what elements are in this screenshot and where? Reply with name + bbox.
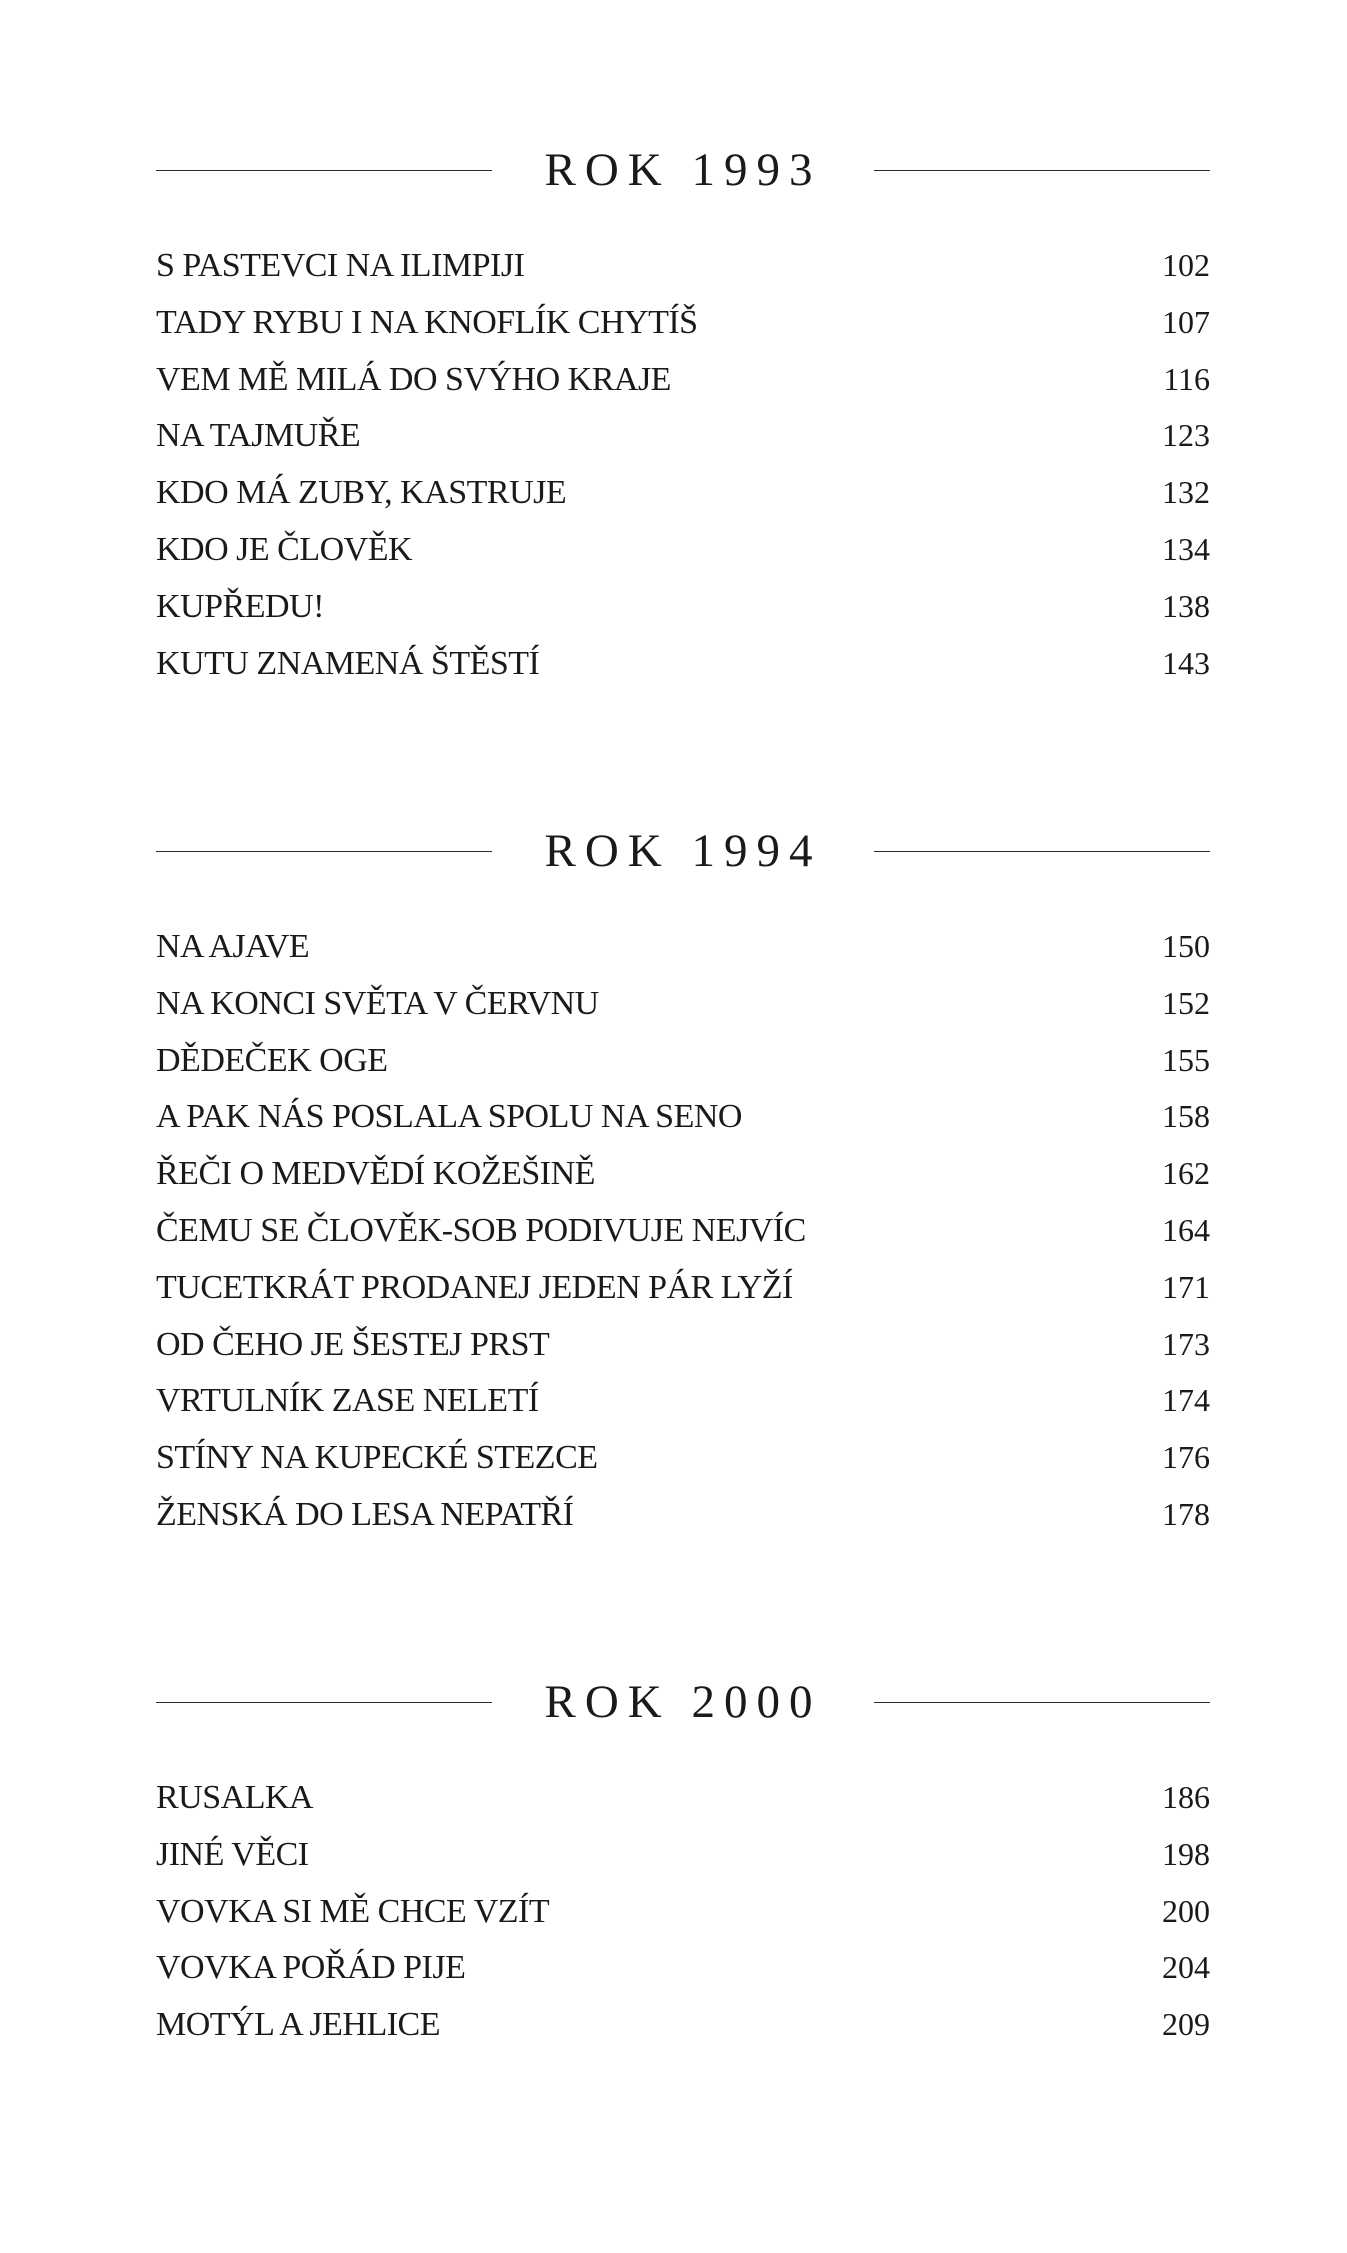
left-rule <box>156 851 492 852</box>
toc-entry <box>156 1769 1210 1826</box>
right-rule <box>874 170 1210 171</box>
toc-entry <box>156 1316 1210 1373</box>
entry-title: VOVKA POŘÁD PIJE <box>156 1949 466 1987</box>
toc-entry <box>156 1259 1210 1316</box>
entry-page-number: 102 <box>1162 247 1210 283</box>
right-rule <box>874 851 1210 852</box>
section-title: ROK 1994 <box>544 825 822 877</box>
entry-page-number: 171 <box>1162 1268 1210 1305</box>
entry-page-number: 209 <box>1162 2006 1210 2043</box>
entry-title: S PASTEVCI NA ILIMPIJI <box>156 247 525 284</box>
section-title: ROK 1993 <box>544 144 822 196</box>
entry-title: ČEMU SE ČLOVĚK-SOB PODIVUJE NEJVÍC <box>156 1211 806 1249</box>
entry-page-number: 164 <box>1162 1211 1210 1248</box>
entry-page-number: 155 <box>1162 1041 1210 1078</box>
toc-entry <box>156 237 1210 294</box>
toc-entry <box>156 1032 1210 1089</box>
entry-page-number: 123 <box>1162 417 1210 454</box>
entry-page-number: 198 <box>1162 1835 1210 1872</box>
toc-entry <box>156 918 1210 975</box>
toc-entry <box>156 578 1210 635</box>
entry-title: STÍNY NA KUPECKÉ STEZCE <box>156 1439 598 1477</box>
entry-page-number: 186 <box>1162 1779 1210 1815</box>
entry-title: KUTU ZNAMENÁ ŠTĚSTÍ <box>156 644 540 682</box>
entry-page-number: 138 <box>1162 587 1210 624</box>
entry-title: A PAK NÁS POSLALA SPOLU NA SENO <box>156 1098 742 1136</box>
toc-entry <box>156 521 1210 578</box>
section-header <box>156 130 1210 210</box>
entry-page-number: 134 <box>1162 530 1210 567</box>
toc-entry <box>156 1486 1210 1543</box>
entry-title: DĚDEČEK OGE <box>156 1041 388 1079</box>
toc-entry <box>156 1883 1210 1940</box>
entry-title: JINÉ VĚCI <box>156 1835 309 1873</box>
toc-entry <box>156 1202 1210 1259</box>
section-title: ROK 2000 <box>544 1676 822 1728</box>
entry-page-number: 178 <box>1162 1495 1210 1532</box>
toc-entry <box>156 464 1210 521</box>
entry-title: TADY RYBU I NA KNOFLÍK CHYTÍŠ <box>156 303 698 341</box>
entry-list <box>156 918 1210 1543</box>
entry-page-number: 107 <box>1162 303 1210 340</box>
left-rule <box>156 170 492 171</box>
entry-list <box>156 1769 1210 2053</box>
entry-page-number: 132 <box>1162 474 1210 511</box>
toc-entry <box>156 1429 1210 1486</box>
entry-page-number: 116 <box>1163 360 1210 397</box>
entry-title: KDO MÁ ZUBY, KASTRUJE <box>156 474 567 512</box>
entry-page-number: 152 <box>1162 984 1210 1021</box>
left-rule <box>156 1702 492 1703</box>
toc-entry <box>156 351 1210 408</box>
section-header <box>156 811 1210 891</box>
section-rok-2000 <box>156 1662 1210 2053</box>
entry-title: VEM MĚ MILÁ DO SVÝHO KRAJE <box>156 360 671 398</box>
entry-page-number: 204 <box>1162 1949 1210 1986</box>
toc-entry <box>156 1996 1210 2053</box>
entry-title: ŽENSKÁ DO LESA NEPATŘÍ <box>156 1495 574 1533</box>
entry-page-number: 150 <box>1162 928 1210 964</box>
entry-title: VOVKA SI MĚ CHCE VZÍT <box>156 1892 550 1930</box>
entry-page-number: 143 <box>1162 644 1210 681</box>
toc-entry <box>156 407 1210 464</box>
entry-page-number: 200 <box>1162 1892 1210 1929</box>
section-rok-1994 <box>156 811 1210 1543</box>
entry-title: NA AJAVE <box>156 928 310 965</box>
entry-page-number: 176 <box>1162 1439 1210 1476</box>
toc-entry <box>156 1939 1210 1996</box>
entry-title: KDO JE ČLOVĚK <box>156 530 413 568</box>
entry-title: TUCETKRÁT PRODANEJ JEDEN PÁR LYŽÍ <box>156 1268 793 1306</box>
toc-entry <box>156 635 1210 692</box>
entry-title: OD ČEHO JE ŠESTEJ PRST <box>156 1325 550 1363</box>
section-rok-1993 <box>156 130 1210 691</box>
right-rule <box>874 1702 1210 1703</box>
entry-title: RUSALKA <box>156 1779 314 1816</box>
toc-entry <box>156 1145 1210 1202</box>
entry-list <box>156 237 1210 691</box>
entry-page-number: 162 <box>1162 1155 1210 1192</box>
entry-page-number: 173 <box>1162 1325 1210 1362</box>
toc-entry <box>156 1372 1210 1429</box>
entry-title: NA KONCI SVĚTA V ČERVNU <box>156 984 599 1022</box>
toc-entry <box>156 975 1210 1032</box>
toc-entry <box>156 1088 1210 1145</box>
entry-title: ŘEČI O MEDVĚDÍ KOŽEŠINĚ <box>156 1155 595 1193</box>
entry-title: MOTÝL A JEHLICE <box>156 2006 441 2044</box>
toc-entry <box>156 1826 1210 1883</box>
entry-page-number: 174 <box>1162 1382 1210 1419</box>
entry-title: KUPŘEDU! <box>156 587 324 625</box>
entry-title: VRTULNÍK ZASE NELETÍ <box>156 1382 539 1420</box>
section-header <box>156 1662 1210 1742</box>
entry-title: NA TAJMUŘE <box>156 417 361 455</box>
entry-page-number: 158 <box>1162 1098 1210 1135</box>
toc-entry <box>156 294 1210 351</box>
